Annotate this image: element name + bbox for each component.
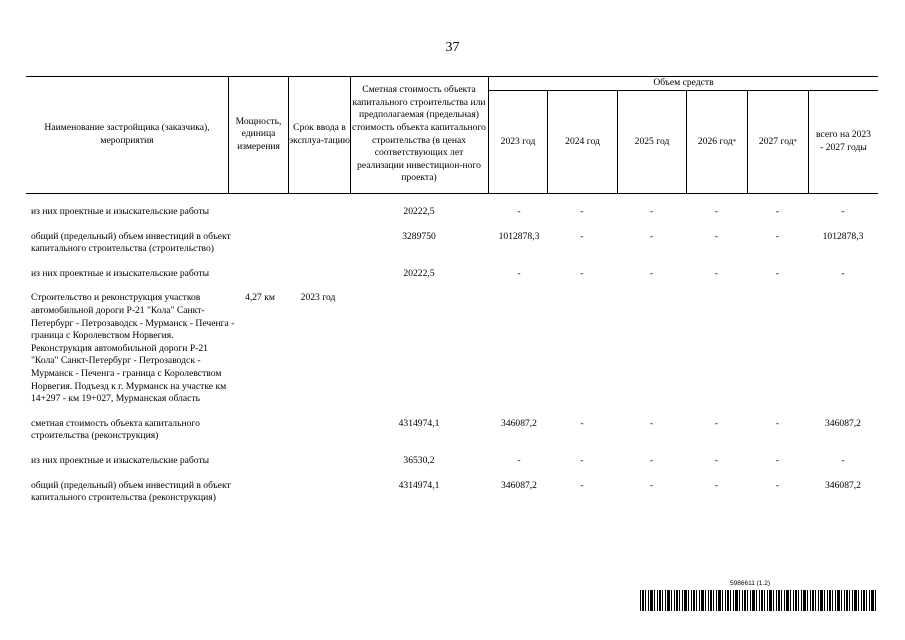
header-total: всего на 2023 - 2027 годы [816, 129, 871, 153]
page-number: 37 [445, 40, 460, 55]
row-name: из них проектные и изыскательские работы [31, 454, 210, 466]
barcode-number: 5986611 (1.2) [730, 580, 770, 587]
row-name: из них проектные и изыскательские работы [31, 206, 210, 217]
row-cost: 36530,2 [403, 454, 435, 466]
row-2025: - [649, 267, 654, 279]
row-2027: - [775, 479, 780, 491]
row-2023: 346087,2 [501, 417, 537, 429]
row-name: Строительство и реконструкция участков автомобильной дороги Р-21 "Кола" Санкт-Петербург - Петрозаводск - Мурманск - Печенга - граница с Королевством Норвегия. Реконструкция автомобильной дороги Р-21 "Кола" Санкт-Петербург - Петрозаводск - Мурманск - Печенга - граница с Королевством Норвегия. Подъезд к г. Мурманск на участке км 14+297 - км 19+027, Мурманская область [31, 292, 235, 405]
row-2025: - [649, 479, 654, 491]
row-name: общий (предельный) объем инвестиций в объект капитального строительства (строительство) [31, 230, 231, 255]
row-2025: - [649, 206, 654, 217]
table-row [26, 406, 878, 443]
header-term: Срок ввода в эксплуа-тацию [289, 121, 350, 146]
row-2024: - [580, 230, 584, 242]
row-2023: 346087,2 [501, 479, 537, 491]
header-year-2025 [618, 91, 686, 193]
header-name: Наименование застройщика (заказчика), мероприятия [44, 121, 210, 146]
year-label: 2027 год [758, 135, 794, 147]
row-2025: - [649, 454, 654, 466]
row-2023: 1012878,3 [498, 230, 540, 242]
row-2027: - [775, 454, 780, 466]
header-capacity: Мощность, единица измерения [235, 115, 282, 152]
row-2026: - [714, 206, 719, 217]
year-footnote-mark: * [732, 137, 737, 146]
row-2024: - [580, 454, 584, 466]
row-name: из них проектные и изыскательские работы [31, 267, 210, 279]
year-footnote-mark: * [793, 137, 798, 146]
row-total: 1012878,3 [822, 230, 864, 242]
row-2024: - [580, 417, 584, 429]
header-cost: Сметная стоимость объекта капитального строительства или предполагаемая (предельная) стоимость объекта капитального строительства (в ценах соответствующих лет реализации инвестицион-ного проекта) [352, 84, 486, 184]
row-2026: - [714, 230, 719, 242]
row-2027: - [775, 417, 780, 429]
row-total: - [841, 454, 845, 466]
year-label: 2025 год [634, 135, 670, 147]
table-header [26, 76, 878, 194]
row-name: общий (предельный) объем инвестиций в объект капитального строительства (реконструкция) [31, 479, 231, 504]
table-row [26, 468, 878, 505]
row-total: - [841, 206, 845, 217]
header-funds-group: Объем средств [653, 76, 714, 88]
header-year-2023 [489, 91, 547, 193]
row-cost: 20222,5 [403, 206, 435, 217]
header-year-2027 [748, 91, 808, 193]
row-2027: - [775, 267, 780, 279]
table-row [26, 219, 878, 256]
header-year-2026 [687, 91, 747, 193]
row-term: 2023 год [300, 292, 336, 304]
row-cost: 4314974,1 [398, 417, 440, 429]
row-total: 346087,2 [825, 417, 861, 429]
row-2026: - [714, 417, 719, 429]
table-row [26, 443, 878, 468]
table-row [26, 194, 878, 219]
row-2026: - [714, 479, 719, 491]
row-2025: - [649, 417, 654, 429]
header-year-2024 [548, 91, 617, 193]
row-total: 346087,2 [825, 479, 861, 491]
row-2027: - [775, 230, 780, 242]
row-2026: - [714, 454, 719, 466]
barcode-image [640, 590, 878, 611]
row-cost: 3289750 [402, 230, 436, 242]
row-2024: - [580, 479, 584, 491]
row-2023: - [517, 206, 521, 217]
row-2023: - [517, 267, 521, 279]
row-2027: - [775, 206, 780, 217]
row-2023: - [517, 454, 521, 466]
row-2024: - [580, 206, 584, 217]
row-2026: - [714, 267, 719, 279]
table-body [26, 194, 878, 505]
row-cost: 4314974,1 [398, 479, 440, 491]
col-divider [350, 76, 351, 194]
table-row [26, 256, 878, 281]
year-label: 2023 год [500, 135, 536, 147]
row-capacity: 4,27 км [245, 292, 275, 304]
row-2025: - [649, 230, 654, 242]
row-total: - [841, 267, 845, 279]
row-name: сметная стоимость объекта капитального строительства (реконструкция) [31, 417, 200, 442]
table-row [26, 280, 878, 405]
year-label: 2024 год [565, 135, 600, 147]
row-2024: - [580, 267, 584, 279]
row-cost: 20222,5 [403, 267, 435, 279]
year-label: 2026 год [697, 135, 733, 147]
